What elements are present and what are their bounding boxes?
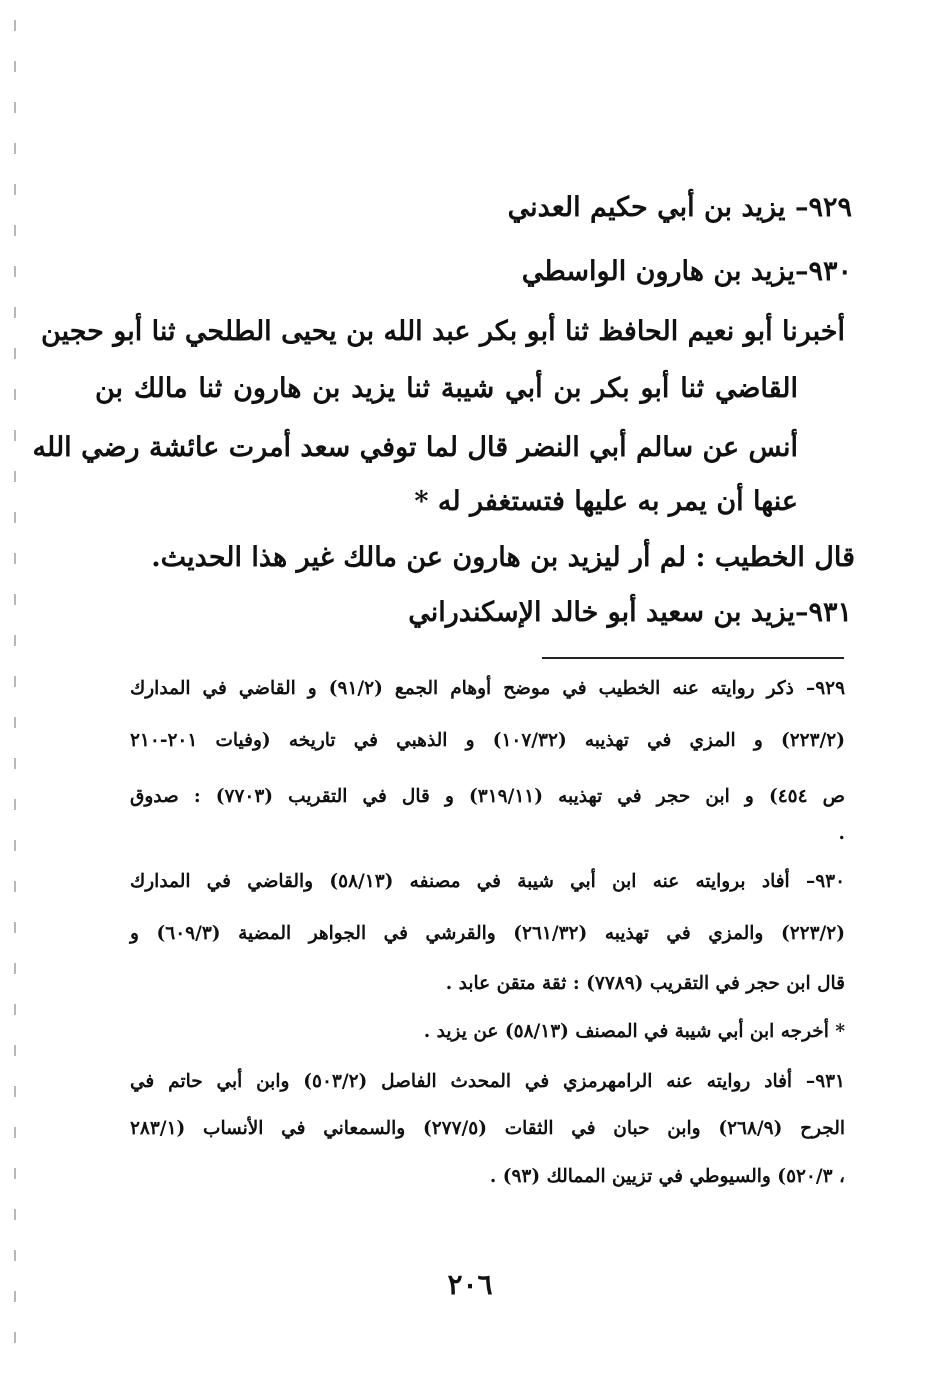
binding-mark (14, 799, 16, 810)
binding-mark (14, 1250, 16, 1261)
khatib-note: قال الخطيب : لم أر ليزيد بن هارون عن مالك غير هذا الحديث. (151, 542, 855, 573)
footnote-931-line-1: ٩٣١– أفاد روايته عنه الرامهرمزي في المحدث الفاصل (٥٠٣/٢) وابن أبي حاتم في (130, 1071, 845, 1092)
binding-mark (14, 102, 16, 113)
binding-mark (14, 184, 16, 195)
footnote-931-line-2: الجرح (٢٦٨/٩) وابن حبان في الثقات (٢٧٧/٥) والسمعاني في الأنساب (٢٨٣/١ (130, 1118, 845, 1139)
footnote-930-star: * أخرجه ابن أبي شيبة في المصنف (٥٨/١٣) عن يزيد . (423, 1021, 845, 1042)
binding-mark (14, 1045, 16, 1056)
footnote-929-line-4: . (838, 823, 845, 844)
binding-mark (14, 143, 16, 154)
binding-mark (14, 963, 16, 974)
binding-mark (14, 758, 16, 769)
binding-mark (14, 1004, 16, 1015)
binding-mark (14, 1168, 16, 1179)
binding-mark (14, 225, 16, 236)
binding-mark (14, 1332, 16, 1343)
footnote-929-line-1: ٩٢٩– ذكر روايته عنه الخطيب في موضح أوهام الجمع (٩١/٢) و القاضي في المدارك (130, 678, 846, 699)
entry-heading-931: ٩٣١–يزيد بن سعيد أبو خالد الإسكندراني (408, 597, 852, 628)
binding-mark (14, 676, 16, 687)
binding-mark (14, 1127, 16, 1138)
binding-mark (14, 1086, 16, 1097)
footnote-930-line-1: ٩٣٠– أفاد بروايته عنه ابن أبي شيبة في مصنفه (٥٨/١٣) والقاضي في المدارك (130, 871, 846, 892)
narration-line-1: أخبرنا أبو نعيم الحافظ ثنا أبو بكر عبد الله بن يحيى الطلحي ثنا أبو حجين (41, 316, 845, 347)
binding-mark (14, 266, 16, 277)
page-number: ٢٠٦ (447, 1268, 493, 1301)
binding-mark (14, 307, 16, 318)
narration-line-3: أنس عن سالم أبي النضر قال لما توفي سعد أمرت عائشة رضي الله (32, 432, 798, 463)
binding-mark (14, 389, 16, 400)
footnote-separator (542, 657, 844, 659)
footnote-929-line-3: ص ٤٥٤) و ابن حجر في تهذيبه (٣١٩/١١) و قال في التقريب (٧٧٠٣) : صدوق (130, 786, 846, 807)
binding-mark (14, 840, 16, 851)
narration-line-2: القاضي ثنا أبو بكر بن أبي شيبة ثنا يزيد بن هارون ثنا مالك بن (95, 373, 798, 404)
binding-mark (14, 512, 16, 523)
binding-mark (14, 881, 16, 892)
binding-mark (14, 922, 16, 933)
binding-mark (14, 348, 16, 359)
footnote-930-line-2: (٢٢٣/٢) والمزي في تهذيبه (٢٦١/٣٢) والقرشي في الجواهر المضية (٦٠٩/٣) و (130, 923, 845, 944)
footnote-929-line-2: (٢٢٣/٢) و المزي في تهذيبه (١٠٧/٣٢) و الذهبي في تاريخه (وفيات ٢٠١-٢١٠ (130, 730, 846, 751)
entry-heading-930: ٩٣٠–يزيد بن هارون الواسطي (521, 256, 852, 287)
binding-mark (14, 61, 16, 72)
narration-line-4: عنها أن يمر به عليها فتستغفر له * (414, 486, 798, 517)
binding-mark (14, 430, 16, 441)
footnote-931-line-3: ، ٥٢٠/٣) والسيوطي في تزيين الممالك (٩٣) . (489, 1166, 845, 1187)
binding-mark (14, 594, 16, 605)
binding-mark (14, 20, 16, 31)
binding-mark (14, 471, 16, 482)
binding-mark (14, 635, 16, 646)
entry-heading-929: ٩٢٩– يزيد بن أبي حكيم العدني (507, 192, 852, 223)
binding-mark (14, 717, 16, 728)
binding-mark (14, 1209, 16, 1220)
footnote-930-line-3: قال ابن حجر في التقريب (٧٧٨٩) : ثقة متقن عابد . (445, 973, 845, 994)
binding-mark (14, 553, 16, 564)
